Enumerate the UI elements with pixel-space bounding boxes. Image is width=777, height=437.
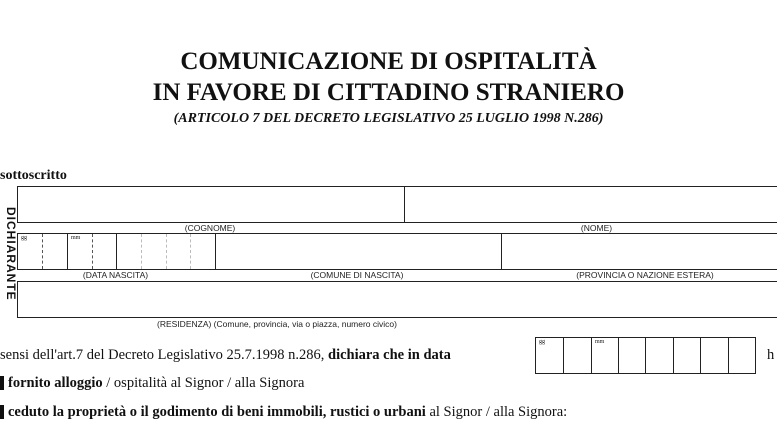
title-line-2: IN FAVORE DI CITTADINO STRANIERO: [152, 79, 625, 106]
option-cessione: [8, 404, 567, 421]
cell-divider: [42, 234, 43, 269]
gg-hint: gg: [21, 235, 27, 241]
nascita-row: [17, 233, 777, 270]
cell-divider: [728, 338, 729, 373]
subtitle: (ARTICOLO 7 DEL DECRETO LEGISLATIVO 25 LUGLIO 1998 N.286): [173, 111, 604, 126]
cell-divider: [645, 338, 646, 373]
nome-field[interactable]: [405, 187, 777, 222]
cognome-field[interactable]: [18, 187, 405, 222]
comune-nascita-label: (COMUNE DI NASCITA): [310, 270, 404, 280]
declaration-text: [0, 347, 451, 364]
cognome-label: (COGNOME): [184, 223, 236, 233]
cell-divider: [166, 234, 167, 269]
option-alloggio: [8, 375, 304, 392]
section-heading: sottoscritto: [0, 168, 67, 183]
decl-prefix: sensi dell'art.7 del Decreto Legislativo 25.7.1998 n.286,: [0, 347, 328, 363]
cell-divider: [618, 338, 619, 373]
cell-divider: [563, 338, 564, 373]
cell-divider: [67, 234, 81, 269]
cell-divider: [141, 234, 142, 269]
residenza-field[interactable]: [17, 281, 777, 318]
opt2-rest: al Signor / alla Signora:: [425, 404, 568, 420]
decl-bold: dichiara che in data: [328, 347, 451, 363]
cell-divider: [190, 234, 191, 269]
cognome-nome-row: [17, 186, 777, 223]
side-label: DICHIARANTE: [4, 207, 18, 301]
cell-divider: [116, 234, 117, 269]
data-dichiarazione-field[interactable]: [535, 337, 756, 374]
cell-divider: [215, 234, 216, 269]
after-date-text: h: [767, 347, 775, 363]
opt1-bold: fornito alloggio: [8, 375, 103, 391]
cell-divider: [700, 338, 701, 373]
cell-divider: [92, 234, 93, 269]
title-line-1: COMUNICAZIONE DI OSPITALITÀ: [180, 48, 597, 75]
cell-divider: [501, 234, 502, 269]
opt1-rest: / ospitalità al Signor / alla Signora: [102, 375, 305, 391]
provincia-label: (PROVINCIA O NAZIONE ESTERA): [576, 270, 714, 280]
cell-divider: [673, 338, 674, 373]
opt2-bold: ceduto la proprietà o il godimento di beni immobili, rustici o urbani: [8, 404, 426, 420]
checkbox-cessione[interactable]: [0, 405, 4, 419]
gg-hint: gg: [539, 339, 545, 345]
mm-hint: mm: [71, 235, 81, 241]
nome-label: (NOME): [580, 223, 613, 233]
mm-hint: mm: [595, 339, 605, 345]
cell-divider: [591, 338, 605, 373]
data-nascita-label: (DATA NASCITA): [82, 270, 149, 280]
checkbox-alloggio[interactable]: [0, 376, 4, 390]
residenza-label: (RESIDENZA) (Comune, provincia, via o piazza, numero civico): [157, 319, 397, 329]
